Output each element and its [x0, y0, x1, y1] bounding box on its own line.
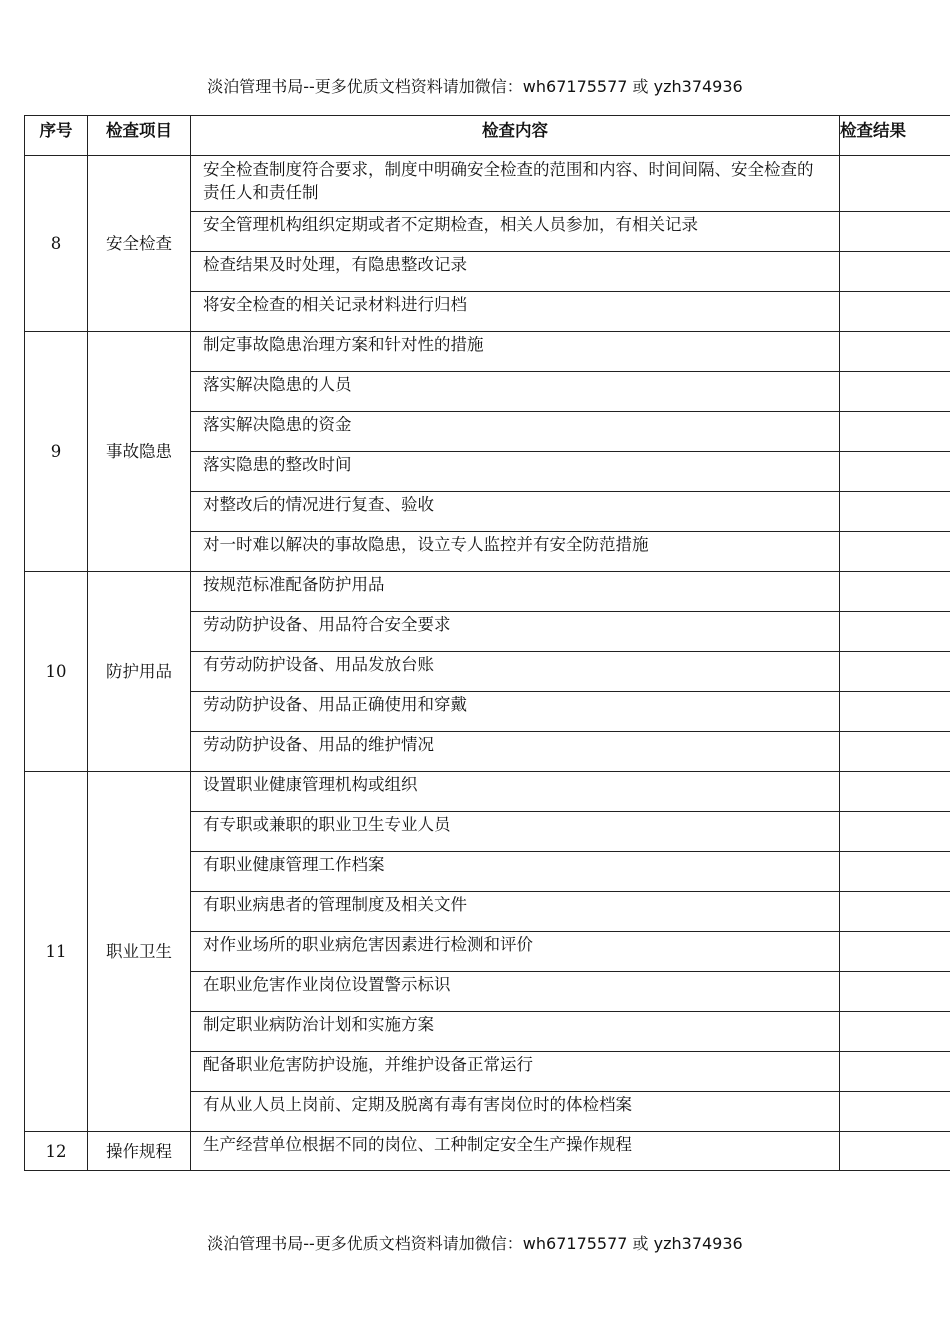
inspection-result-cell[interactable] [840, 932, 950, 972]
inspection-result-cell[interactable] [840, 1012, 950, 1052]
inspection-item: 防护用品 [88, 572, 191, 772]
inspection-content: 制定事故隐患治理方案和针对性的措施 [191, 332, 840, 372]
inspection-result-cell[interactable] [840, 972, 950, 1012]
inspection-result-cell[interactable] [840, 212, 950, 252]
inspection-content: 在职业危害作业岗位设置警示标识 [191, 972, 840, 1012]
inspection-result-cell[interactable] [840, 252, 950, 292]
inspection-result-cell[interactable] [840, 332, 950, 372]
item-number: 9 [25, 332, 88, 572]
inspection-result-cell[interactable] [840, 692, 950, 732]
inspection-content: 安全检查制度符合要求，制度中明确安全检查的范围和内容、时间间隔、安全检查的责任人和责任制 [191, 156, 840, 212]
table-row [25, 156, 950, 212]
inspection-result-cell[interactable] [840, 572, 950, 612]
inspection-content: 有职业健康管理工作档案 [191, 852, 840, 892]
inspection-result-cell[interactable] [840, 892, 950, 932]
table-row [25, 1132, 950, 1171]
inspection-result-cell[interactable] [840, 732, 950, 772]
inspection-result-cell[interactable] [840, 412, 950, 452]
inspection-content: 对一时难以解决的事故隐患，设立专人监控并有安全防范措施 [191, 532, 840, 572]
inspection-item: 安全检查 [88, 156, 191, 332]
inspection-item: 事故隐患 [88, 332, 191, 572]
inspection-result-cell[interactable] [840, 852, 950, 892]
footer-note: 淡泊管理书局--更多优质文档资料请加微信：wh67175577 或 yzh374936 [207, 1234, 743, 1253]
inspection-content: 落实隐患的整改时间 [191, 452, 840, 492]
inspection-result-cell[interactable] [840, 812, 950, 852]
inspection-item: 操作规程 [88, 1132, 191, 1171]
inspection-content: 生产经营单位根据不同的岗位、工种制定安全生产操作规程 [191, 1132, 840, 1171]
table-row [25, 572, 950, 612]
item-number: 12 [25, 1132, 88, 1171]
inspection-content: 配备职业危害防护设施，并维护设备正常运行 [191, 1052, 840, 1092]
table-body [25, 156, 950, 1171]
inspection-item: 职业卫生 [88, 772, 191, 1132]
inspection-result-cell[interactable] [840, 1052, 950, 1092]
table-header-row [25, 116, 950, 156]
safety-inspection-table [24, 115, 950, 1171]
inspection-content: 制定职业病防治计划和实施方案 [191, 1012, 840, 1052]
inspection-content: 对整改后的情况进行复查、验收 [191, 492, 840, 532]
inspection-result-cell[interactable] [840, 1092, 950, 1132]
item-number: 8 [25, 156, 88, 332]
inspection-result-cell[interactable] [840, 612, 950, 652]
inspection-content: 将安全检查的相关记录材料进行归档 [191, 292, 840, 332]
inspection-content: 劳动防护设备、用品正确使用和穿戴 [191, 692, 840, 732]
column-header-result: 检查结果 [840, 116, 950, 156]
inspection-content: 安全管理机构组织定期或者不定期检查，相关人员参加，有相关记录 [191, 212, 840, 252]
item-number: 11 [25, 772, 88, 1132]
inspection-content: 有专职或兼职的职业卫生专业人员 [191, 812, 840, 852]
inspection-result-cell[interactable] [840, 652, 950, 692]
header-note: 淡泊管理书局--更多优质文档资料请加微信：wh67175577 或 yzh374936 [207, 77, 743, 96]
inspection-content: 劳动防护设备、用品的维护情况 [191, 732, 840, 772]
table-row [25, 332, 950, 372]
inspection-content: 对作业场所的职业病危害因素进行检测和评价 [191, 932, 840, 972]
inspection-result-cell[interactable] [840, 1132, 950, 1171]
inspection-content: 劳动防护设备、用品符合安全要求 [191, 612, 840, 652]
inspection-result-cell[interactable] [840, 492, 950, 532]
inspection-content: 设置职业健康管理机构或组织 [191, 772, 840, 812]
inspection-content: 落实解决隐患的人员 [191, 372, 840, 412]
inspection-result-cell[interactable] [840, 156, 950, 212]
inspection-content: 有从业人员上岗前、定期及脱离有毒有害岗位时的体检档案 [191, 1092, 840, 1132]
inspection-result-cell[interactable] [840, 772, 950, 812]
inspection-content: 有职业病患者的管理制度及相关文件 [191, 892, 840, 932]
inspection-content: 检查结果及时处理，有隐患整改记录 [191, 252, 840, 292]
inspection-result-cell[interactable] [840, 532, 950, 572]
inspection-result-cell[interactable] [840, 452, 950, 492]
column-header-content: 检查内容 [191, 116, 840, 156]
item-number: 10 [25, 572, 88, 772]
column-header-no: 序号 [25, 116, 88, 156]
table-row [25, 772, 950, 812]
inspection-result-cell[interactable] [840, 372, 950, 412]
inspection-content: 有劳动防护设备、用品发放台账 [191, 652, 840, 692]
inspection-result-cell[interactable] [840, 292, 950, 332]
column-header-item: 检查项目 [88, 116, 191, 156]
inspection-content: 按规范标准配备防护用品 [191, 572, 840, 612]
inspection-content: 落实解决隐患的资金 [191, 412, 840, 452]
